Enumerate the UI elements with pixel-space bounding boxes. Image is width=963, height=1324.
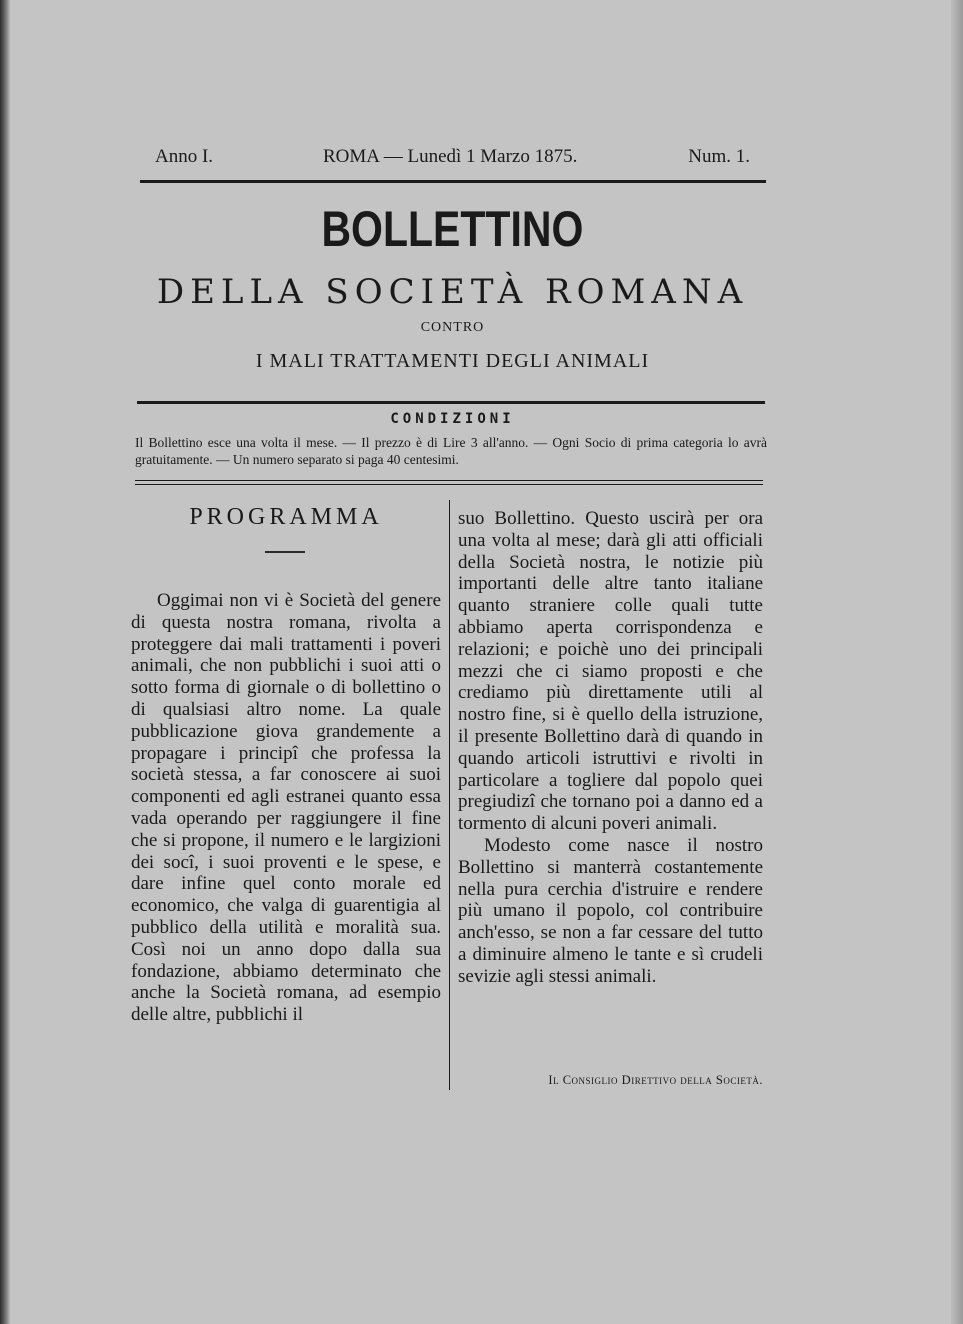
- programma-paragraph-right-1: suo Bollettino. Questo uscirà per ora una volta al mese; darà gli atti officiali della Società nostra, le notizie più importanti delle altre tanto italiane quanto straniere colle quali tutte abbiamo aperta corrispondenza e relazioni; e poichè uno dei principali mezzi che ci siamo proposti e che crediamo più direttamente utili al nostro fine, si è quello della istruzione, il presente Bollettino darà di quando in quando articoli istruttivi e rivolti in particolare a togliere dal popolo quei pregiudizî che tornano poi a danno ed a tormento di alcuni poveri animali.: [458, 508, 763, 835]
- binding-edge: [0, 0, 10, 1324]
- ornament-dash: [265, 551, 305, 553]
- conditions-heading: CONDIZIONI: [390, 411, 515, 427]
- issue-place-date: ROMA — Lunedì 1 Marzo 1875.: [323, 146, 578, 167]
- page-edge: [951, 0, 963, 1324]
- programma-left-column: [131, 590, 441, 1026]
- issue-year: Anno I.: [155, 146, 214, 167]
- programma-heading: PROGRAMMA: [189, 504, 383, 530]
- masthead-subtitle-2: I MALI TRATTAMENTI DEGLI ANIMALI: [255, 350, 650, 372]
- conditions-rule-bottom: [135, 484, 763, 485]
- header-rule: [140, 180, 766, 183]
- issue-header: [155, 146, 750, 172]
- conditions-text: Il Bollettino esce una volta il mese. — Il prezzo è di Lire 3 all'anno. — Ogni Socio di prima categoria lo avrà gratuitamente. — Un numero separato si paga 40 centesimi.: [135, 435, 767, 467]
- column-divider: [449, 500, 450, 1090]
- programma-right-column: [458, 508, 763, 988]
- masthead-contro: CONTRO: [420, 320, 485, 335]
- issue-number: Num. 1.: [688, 146, 750, 167]
- masthead-title: BOLLETTINO: [321, 201, 584, 257]
- signature: Il Consiglio Direttivo della Società.: [548, 1073, 763, 1087]
- programma-paragraph-left: Oggimai non vi è Società del genere di questa nostra romana, rivolta a proteggere dai mali trattamenti i poveri animali, che non pubblichi i suoi atti o sotto forma di giornale o di bollettino o di qualsiasi altro nome. La quale pubblicazione giova grandemente a propagare i principî che professa la società stessa, a far conoscere ai suoi componenti ed agli estranei quanto essa vada operando per raggiungere il fine che si propone, il numero e le largizioni dei socî, i suoi proventi e le spese, e dare infine quel conto morale ed economico, che valga di guarentigia al pubblico della utilità e moralità sua. Così noi un anno dopo dalla sua fondazione, abbiamo determinato che anche la Società romana, ad esempio delle altre, pubblichi il: [131, 590, 441, 1026]
- programma-paragraph-right-2: Modesto come nasce il nostro Bollettino si manterrà costantemente nella pura cerchia d'istruire e rendere più umano il popolo, col contribuire anch'esso, se non a far cessare del tutto a diminuire almeno le tante e sì crudeli sevizie agli stessi animali.: [458, 834, 763, 987]
- masthead-subtitle: DELLA SOCIETÀ ROMANA: [156, 272, 749, 312]
- conditions-rule-top: [135, 480, 763, 481]
- masthead-rule: [137, 401, 765, 404]
